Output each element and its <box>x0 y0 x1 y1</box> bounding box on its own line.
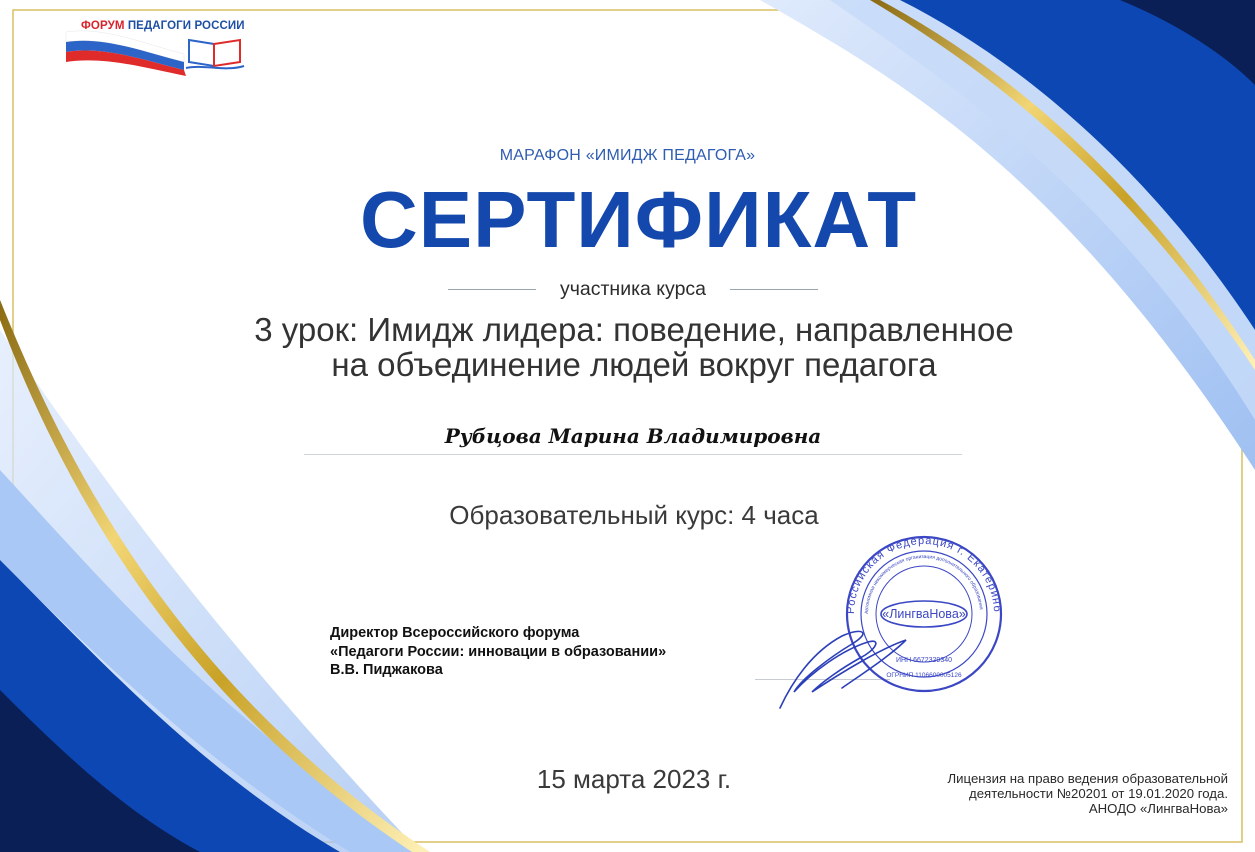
director-name: В.В. Пиджакова <box>330 662 443 678</box>
license-line3: АНОДО «ЛингваНова» <box>1088 801 1228 816</box>
lesson-title-line2: на объединение людей вокруг педагога <box>331 346 937 383</box>
certificate-subtitle: участника курса <box>559 277 707 300</box>
recipient-name: Рубцова Марина Владимировна <box>444 424 822 448</box>
stamp-ogrn-text: ОГРНИП 1106600005126 <box>886 672 962 679</box>
issue-date: 15 марта 2023 г. <box>536 764 732 794</box>
stamp-seal-icon <box>772 532 1012 712</box>
course-duration: Образовательный курс: 4 часа <box>449 500 819 530</box>
signature-scribble <box>780 631 906 708</box>
license-line2: деятельности №20201 от 19.01.2020 года. <box>969 786 1228 801</box>
stamp-inner-text: Автономная некоммерческая организация дополнительного образования <box>863 553 984 615</box>
svg-text:Автономная некоммерческая орга <box>864 554 984 614</box>
stamp-center-text: «ЛингваНова» <box>882 607 966 621</box>
stamp-outer-text: Российская Федерация г. Екатеринб <box>844 534 1004 615</box>
subtitle-divider-left <box>448 289 536 290</box>
logo-text-blue: ПЕДАГОГИ РОССИИ <box>127 20 245 32</box>
lesson-title-line1: 3 урок: Имидж лидера: поведение, направленное <box>254 311 1014 348</box>
forum-logo <box>64 14 250 78</box>
marathon-title: МАРАФОН «ИМИДЖ ПЕДАГОГА» <box>499 147 756 164</box>
lesson-title <box>160 312 1108 382</box>
director-line2: «Педагоги России: инновации в образовании» <box>330 643 667 660</box>
subtitle-divider-right <box>730 289 818 290</box>
logo-text <box>81 20 245 32</box>
certificate-title: СЕРТИФИКАТ <box>360 175 918 264</box>
stamp-inn-text: ИНН 6672329340 <box>895 657 953 664</box>
subtitle-row <box>448 276 818 302</box>
logo-text-red: ФОРУМ <box>81 20 125 32</box>
license-info <box>888 771 1228 816</box>
director-block <box>330 624 666 680</box>
official-stamp <box>772 532 1012 712</box>
director-line1: Директор Всероссийского форума <box>330 625 580 641</box>
license-line1: Лицензия на право ведения образовательной <box>947 771 1228 786</box>
recipient-name-underline <box>304 454 962 455</box>
